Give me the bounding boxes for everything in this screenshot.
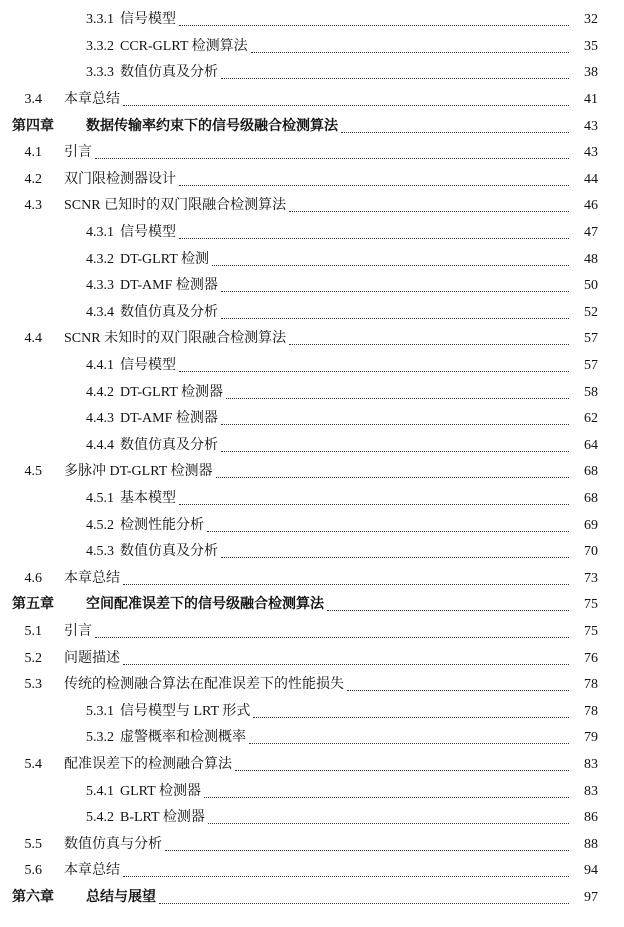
dot-leader <box>179 24 569 26</box>
toc-section-entry[interactable] <box>0 566 624 593</box>
toc-subsection-entry[interactable] <box>0 433 624 460</box>
entry-number: 第六章 <box>12 890 54 906</box>
entry-number: 4.5.3 <box>86 544 114 560</box>
dot-leader <box>341 131 569 133</box>
page-number: 68 <box>584 491 598 507</box>
toc-subsection-entry[interactable] <box>0 273 624 300</box>
entry-title: 双门限检测器设计 <box>64 171 176 187</box>
entry-number: 4.2 <box>24 171 42 187</box>
entry-number: 4.3.3 <box>86 278 114 294</box>
toc-subsection-entry[interactable] <box>0 7 624 34</box>
dot-leader <box>226 397 569 399</box>
entry-number: 第五章 <box>12 597 54 613</box>
entry-number: 4.1 <box>24 145 42 161</box>
entry-number: 5.3.1 <box>86 703 114 719</box>
entry-number: 4.5 <box>24 464 42 480</box>
page-number: 97 <box>584 890 598 906</box>
entry-title: SCNR 未知时的双门限融合检测算法 <box>64 331 287 347</box>
dot-leader <box>123 104 569 106</box>
dot-leader <box>95 157 569 159</box>
entry-title: GLRT 检测器 <box>120 783 201 799</box>
toc-subsection-entry[interactable] <box>0 512 624 539</box>
toc-subsection-entry[interactable] <box>0 300 624 327</box>
page-number: 94 <box>584 863 598 879</box>
dot-leader <box>221 317 569 319</box>
entry-title: 问题描述 <box>64 650 120 666</box>
toc-subsection-entry[interactable] <box>0 406 624 433</box>
entry-title: 引言 <box>64 145 92 161</box>
entry-number: 5.2 <box>24 650 42 666</box>
entry-title: 基本模型 <box>120 491 176 507</box>
entry-title: 数值仿真与分析 <box>64 836 162 852</box>
toc-subsection-entry[interactable] <box>0 379 624 406</box>
entry-number: 3.3.2 <box>86 38 114 54</box>
entry-number: 第四章 <box>12 118 54 134</box>
toc-chapter-entry[interactable] <box>0 885 624 912</box>
entry-number: 3.3.3 <box>86 65 114 81</box>
toc-section-entry[interactable] <box>0 87 624 114</box>
entry-number: 4.6 <box>24 570 42 586</box>
toc-subsection-entry[interactable] <box>0 34 624 61</box>
page-number: 58 <box>584 384 598 400</box>
entry-title: DT-AMF 检测器 <box>120 411 218 427</box>
entry-title: CCR-GLRT 检测算法 <box>120 38 248 54</box>
entry-title: 数值仿真及分析 <box>120 437 218 453</box>
entry-number: 5.4 <box>24 757 42 773</box>
dot-leader <box>327 609 569 611</box>
entry-number: 5.6 <box>24 863 42 879</box>
entry-title: 检测性能分析 <box>120 517 204 533</box>
page-number: 76 <box>584 650 598 666</box>
page-number: 73 <box>584 570 598 586</box>
dot-leader <box>179 184 569 186</box>
entry-title: 虚警概率和检测概率 <box>120 730 246 746</box>
page-number: 70 <box>584 544 598 560</box>
entry-number: 5.3.2 <box>86 730 114 746</box>
entry-title: 本章总结 <box>64 92 120 108</box>
entry-number: 4.3.4 <box>86 304 114 320</box>
entry-number: 4.3 <box>24 198 42 214</box>
page-number: 41 <box>584 92 598 108</box>
page-number: 75 <box>584 624 598 640</box>
dot-leader <box>123 583 569 585</box>
dot-leader <box>207 530 569 532</box>
dot-leader <box>179 503 569 505</box>
page-number: 83 <box>584 757 598 773</box>
toc-chapter-entry[interactable] <box>0 113 624 140</box>
dot-leader <box>212 264 569 266</box>
page-number: 35 <box>584 38 598 54</box>
page-number: 52 <box>584 304 598 320</box>
entry-title: SCNR 已知时的双门限融合检测算法 <box>64 198 287 214</box>
entry-title: 总结与展望 <box>86 890 156 906</box>
page-number: 64 <box>584 437 598 453</box>
entry-number: 4.4.3 <box>86 411 114 427</box>
entry-number: 5.5 <box>24 836 42 852</box>
entry-title: 本章总结 <box>64 863 120 879</box>
entry-number: 4.5.2 <box>86 517 114 533</box>
entry-number: 4.4.2 <box>86 384 114 400</box>
dot-leader <box>179 237 569 239</box>
page-number: 78 <box>584 703 598 719</box>
page-number: 75 <box>584 597 598 613</box>
dot-leader <box>251 51 569 53</box>
entry-title: 数据传输率约束下的信号级融合检测算法 <box>86 118 338 134</box>
dot-leader <box>159 902 569 904</box>
dot-leader <box>221 290 569 292</box>
entry-title: 配准误差下的检测融合算法 <box>64 757 232 773</box>
toc-subsection-entry[interactable] <box>0 805 624 832</box>
entry-number: 3.4 <box>24 92 42 108</box>
dot-leader <box>289 210 569 212</box>
dot-leader <box>208 822 569 824</box>
entry-number: 4.5.1 <box>86 491 114 507</box>
entry-title: 数值仿真及分析 <box>120 304 218 320</box>
toc-subsection-entry[interactable] <box>0 60 624 87</box>
toc-section-entry[interactable] <box>0 752 624 779</box>
dot-leader <box>221 450 569 452</box>
toc-subsection-entry[interactable] <box>0 246 624 273</box>
page-number: 79 <box>584 730 598 746</box>
page-number: 32 <box>584 12 598 28</box>
page-number: 83 <box>584 783 598 799</box>
dot-leader <box>221 77 569 79</box>
page-number: 38 <box>584 65 598 81</box>
page-number: 62 <box>584 411 598 427</box>
page-number: 57 <box>584 358 598 374</box>
dot-leader <box>249 742 569 744</box>
dot-leader <box>235 769 569 771</box>
entry-title: 信号模型 <box>120 358 176 374</box>
page-number: 86 <box>584 810 598 826</box>
entry-title: 传统的检测融合算法在配准误差下的性能损失 <box>64 677 344 693</box>
entry-number: 4.4 <box>24 331 42 347</box>
entry-number: 3.3.1 <box>86 12 114 28</box>
page-number: 44 <box>584 171 598 187</box>
entry-number: 4.3.2 <box>86 251 114 267</box>
entry-title: 本章总结 <box>64 570 120 586</box>
toc-subsection-entry[interactable] <box>0 539 624 566</box>
toc-subsection-entry[interactable] <box>0 725 624 752</box>
entry-title: 空间配准误差下的信号级融合检测算法 <box>86 597 324 613</box>
page-number: 69 <box>584 517 598 533</box>
entry-title: 数值仿真及分析 <box>120 65 218 81</box>
page-number: 47 <box>584 225 598 241</box>
toc-subsection-entry[interactable] <box>0 486 624 513</box>
page-number: 57 <box>584 331 598 347</box>
entry-title: 引言 <box>64 624 92 640</box>
toc-section-entry[interactable] <box>0 140 624 167</box>
toc-subsection-entry[interactable] <box>0 220 624 247</box>
entry-number: 5.4.1 <box>86 783 114 799</box>
entry-number: 4.4.1 <box>86 358 114 374</box>
toc-section-entry[interactable] <box>0 193 624 220</box>
page-number: 50 <box>584 278 598 294</box>
dot-leader <box>123 663 569 665</box>
entry-title: 信号模型与 LRT 形式 <box>120 703 251 719</box>
entry-number: 5.3 <box>24 677 42 693</box>
entry-title: DT-GLRT 检测 <box>120 251 209 267</box>
entry-number: 5.4.2 <box>86 810 114 826</box>
page-number: 48 <box>584 251 598 267</box>
dot-leader <box>347 689 569 691</box>
page-number: 78 <box>584 677 598 693</box>
entry-title: 数值仿真及分析 <box>120 544 218 560</box>
page-number: 43 <box>584 118 598 134</box>
toc-section-entry[interactable] <box>0 619 624 646</box>
entry-title: 信号模型 <box>120 12 176 28</box>
toc-section-entry[interactable] <box>0 167 624 194</box>
dot-leader <box>221 556 569 558</box>
dot-leader <box>123 875 569 877</box>
dot-leader <box>216 476 570 478</box>
toc-subsection-entry[interactable] <box>0 353 624 380</box>
entry-title: 信号模型 <box>120 225 176 241</box>
entry-title: 多脉冲 DT-GLRT 检测器 <box>64 464 213 480</box>
dot-leader <box>179 370 569 372</box>
dot-leader <box>204 796 569 798</box>
toc-subsection-entry[interactable] <box>0 778 624 805</box>
entry-number: 4.3.1 <box>86 225 114 241</box>
toc-section-entry[interactable] <box>0 672 624 699</box>
dot-leader <box>221 423 569 425</box>
entry-title: B-LRT 检测器 <box>120 810 205 826</box>
page-number: 68 <box>584 464 598 480</box>
toc-section-entry[interactable] <box>0 459 624 486</box>
entry-title: DT-GLRT 检测器 <box>120 384 223 400</box>
entry-number: 5.1 <box>24 624 42 640</box>
entry-number: 4.4.4 <box>86 437 114 453</box>
dot-leader <box>289 343 569 345</box>
page-number: 46 <box>584 198 598 214</box>
dot-leader <box>95 636 569 638</box>
page-number: 88 <box>584 836 598 852</box>
dot-leader <box>165 849 569 851</box>
toc-chapter-entry[interactable] <box>0 592 624 619</box>
toc-section-entry[interactable] <box>0 858 624 885</box>
toc-section-entry[interactable] <box>0 832 624 859</box>
entry-title: DT-AMF 检测器 <box>120 278 218 294</box>
toc-section-entry[interactable] <box>0 326 624 353</box>
page-number: 43 <box>584 145 598 161</box>
dot-leader <box>253 716 569 718</box>
toc-section-entry[interactable] <box>0 645 624 672</box>
toc-subsection-entry[interactable] <box>0 699 624 726</box>
